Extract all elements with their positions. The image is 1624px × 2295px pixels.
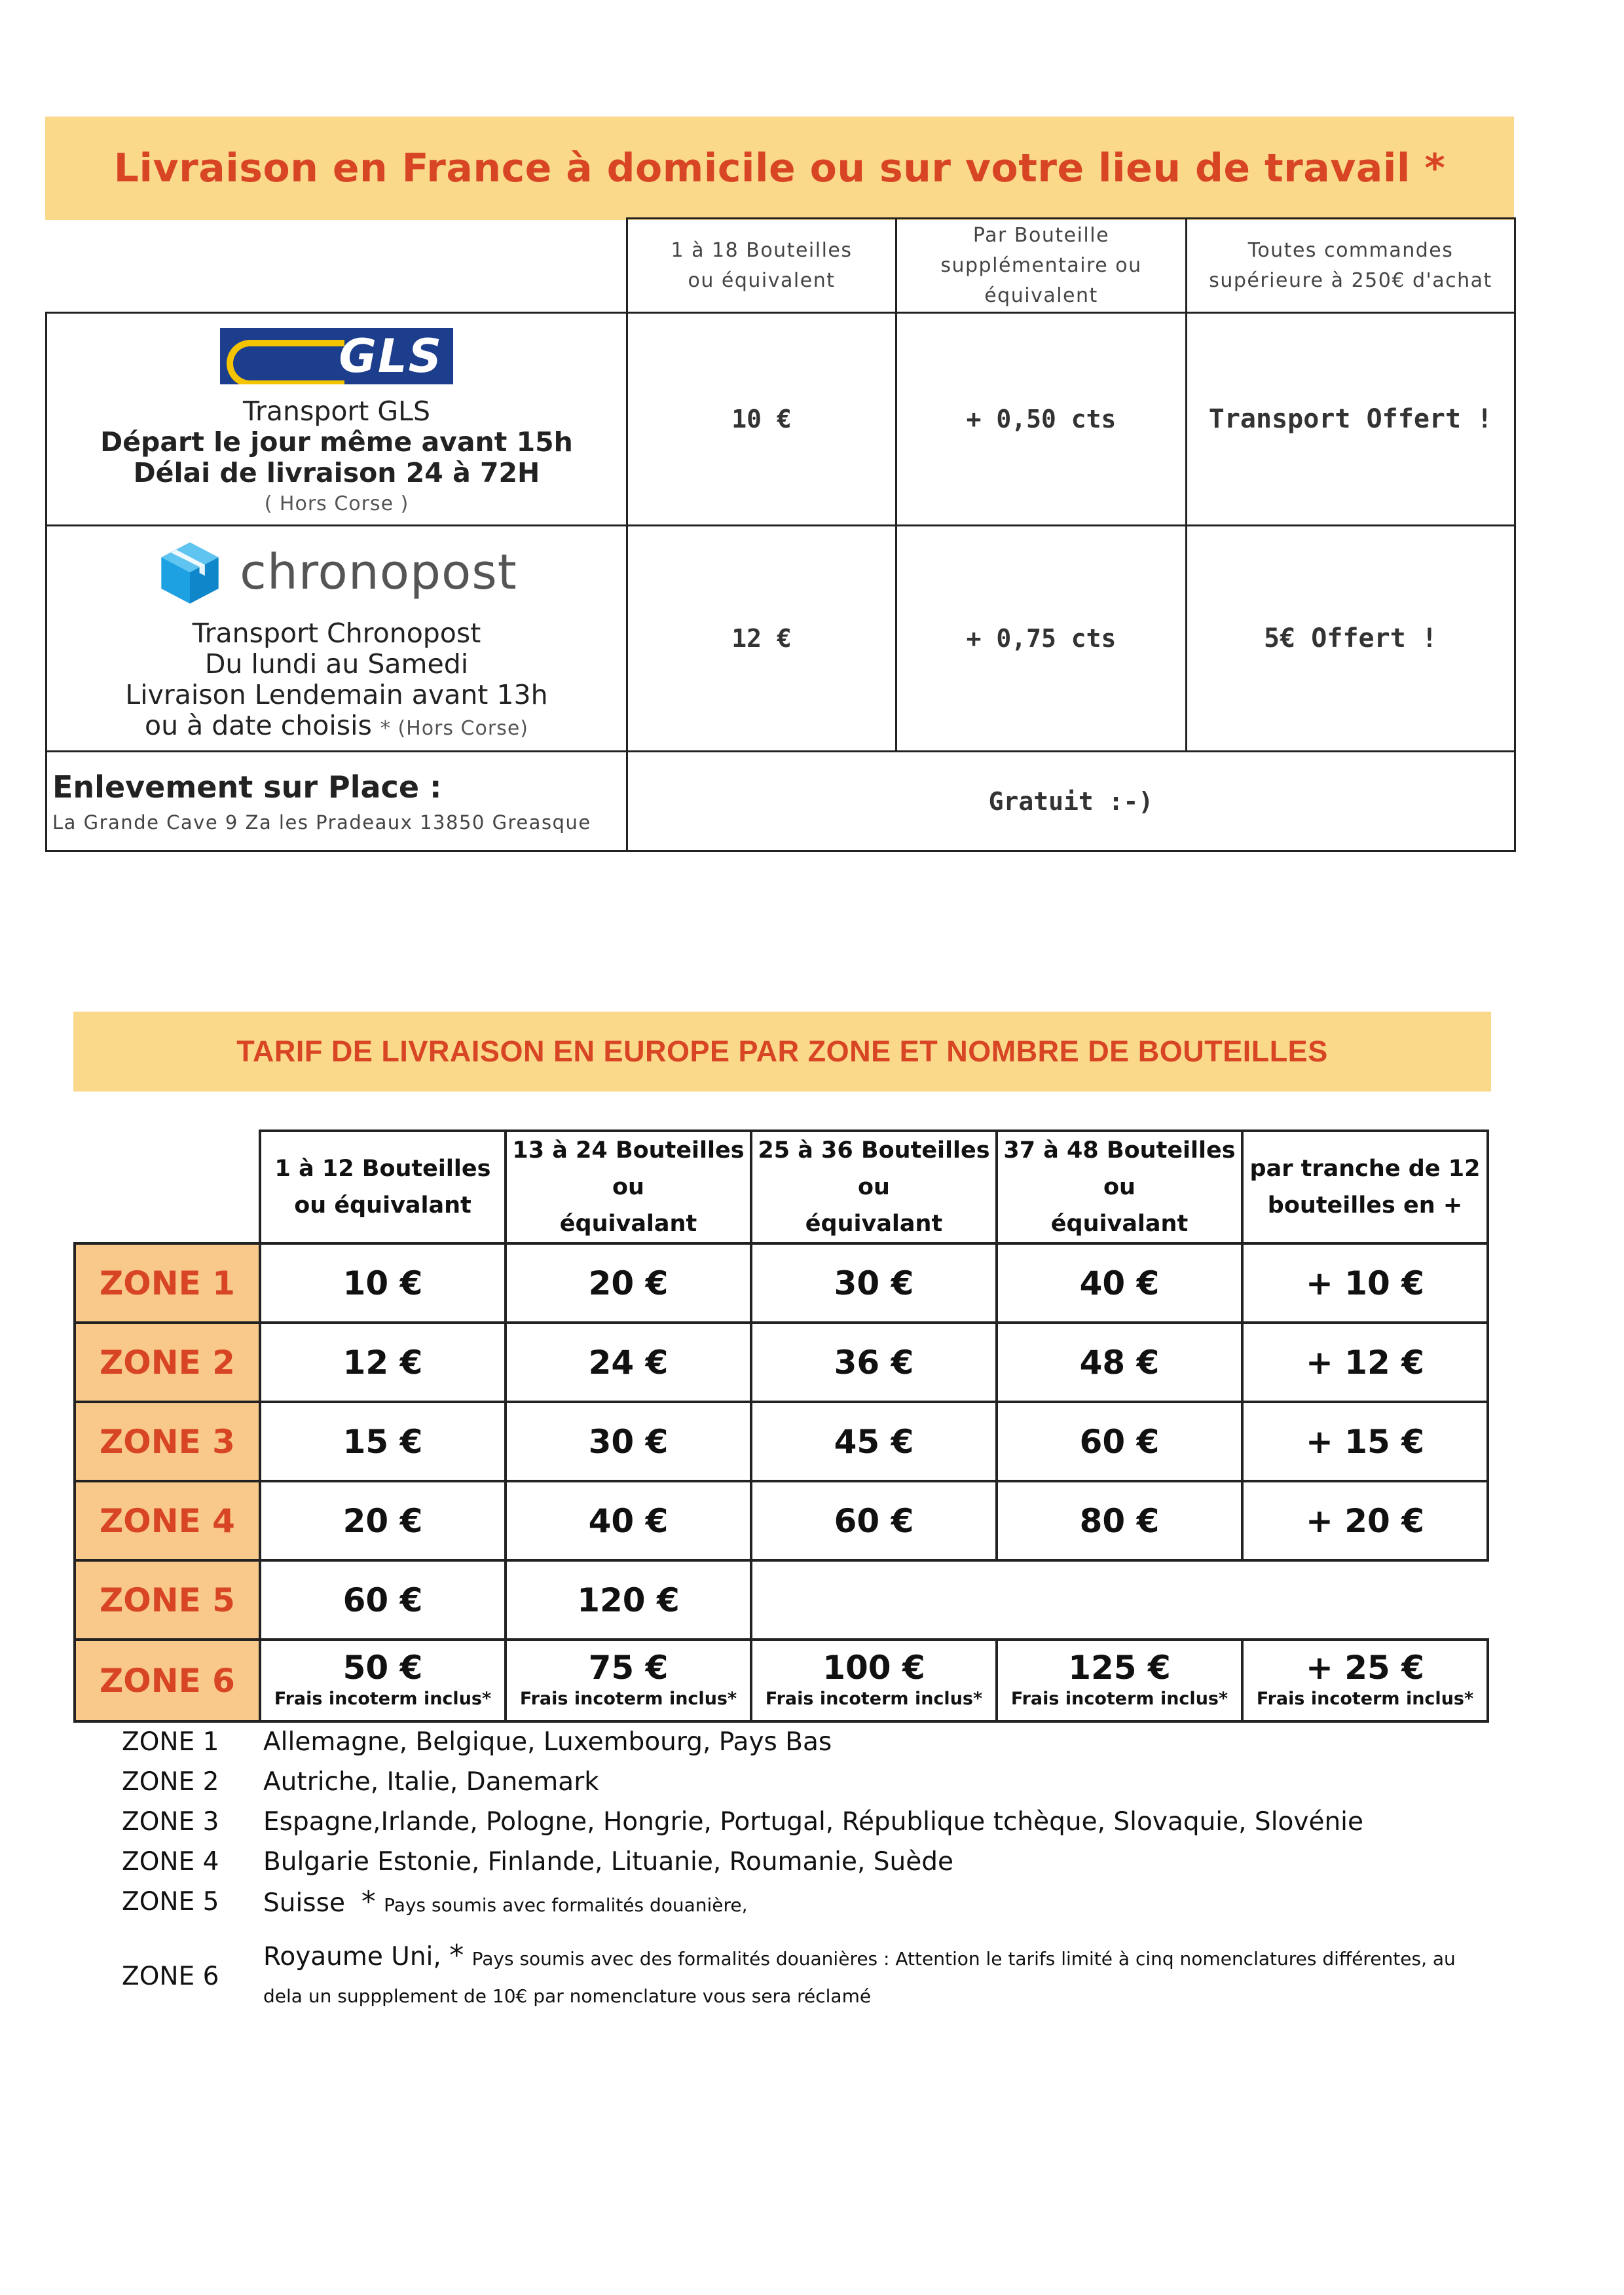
zone-3-price-3: 45 € <box>751 1402 997 1481</box>
list-item: ZONE 3 Espagne,Irlande, Pologne, Hongrie, Portugal, République tchèque, Slovaquie, Slovénie <box>122 1807 1364 1837</box>
list-item: ZONE 5 Suisse * Pays soumis avec formalités douanière, <box>122 1885 748 1919</box>
zone-4-label: ZONE 4 <box>75 1481 260 1560</box>
zone-6-price-extra: + 25 € Frais incoterm inclus* <box>1242 1640 1488 1721</box>
gls-price-cell: 10 € <box>627 313 896 526</box>
zone-4-price-4: 80 € <box>997 1481 1242 1560</box>
list-item: ZONE 1 Allemagne, Belgique, Luxembourg, Pays Bas <box>122 1727 832 1757</box>
zone-5-price-2: 120 € <box>506 1560 751 1640</box>
gls-line-1: Transport GLS <box>242 395 431 427</box>
zone-1-price-extra: + 10 € <box>1242 1243 1488 1323</box>
zone-1-price-3: 30 € <box>751 1243 997 1323</box>
gls-carrier-cell <box>46 313 627 526</box>
zone-country-list <box>122 1722 1497 2014</box>
zone-3-label: ZONE 3 <box>75 1402 260 1481</box>
gls-line-4: ( Hors Corse ) <box>264 492 409 515</box>
eu-header-col-1: 1 à 12 Bouteilles ou équivalant <box>260 1131 506 1243</box>
gls-swoosh-icon <box>227 340 344 384</box>
chrono-offer-cell: 5€ Offert ! <box>1187 526 1515 752</box>
zone-6-price-3: 100 € Frais incoterm inclus* <box>751 1640 997 1721</box>
chronopost-logo: chronopost <box>156 538 517 606</box>
chrono-line-3: Livraison Lendemain avant 13h <box>125 679 548 710</box>
pickup-title: Enlevement sur Place : <box>52 769 442 805</box>
pickup-price-cell: Gratuit :-) <box>627 752 1515 851</box>
pickup-cell <box>46 752 627 851</box>
zone-2-label: ZONE 2 <box>75 1323 260 1402</box>
europe-title-banner <box>73 1012 1491 1092</box>
eu-header-col-3: 25 à 36 Bouteilles ou équivalant <box>751 1131 997 1243</box>
zone-4-price-extra: + 20 € <box>1242 1481 1488 1560</box>
europe-title: TARIF DE LIVRAISON EN EUROPE PAR ZONE ET NOMBRE DE BOUTEILLES <box>236 1035 1328 1068</box>
pickup-address: La Grande Cave 9 Za les Pradeaux 13850 Greasque <box>52 811 591 834</box>
zone-2-price-extra: + 12 € <box>1242 1323 1488 1402</box>
table-row-zone-1 <box>75 1243 1488 1323</box>
table-row-zone-3 <box>75 1402 1488 1481</box>
eu-header-col-5: par tranche de 12 bouteilles en + <box>1242 1131 1488 1243</box>
table-row-zone-5 <box>75 1560 1488 1640</box>
chrono-carrier-cell <box>46 526 627 752</box>
eu-header-col-4: 37 à 48 Bouteilles ou équivalant <box>997 1131 1242 1243</box>
zone-2-price-4: 48 € <box>997 1323 1242 1402</box>
table-row-zone-4 <box>75 1481 1488 1560</box>
chrono-extra-cell: + 0,75 cts <box>896 526 1187 752</box>
gls-offer-cell: Transport Offert ! <box>1187 313 1515 526</box>
zone-5-label: ZONE 5 <box>75 1560 260 1640</box>
header-col-1: 1 à 18 Bouteilles ou équivalent <box>627 219 896 313</box>
zone-2-price-2: 24 € <box>506 1323 751 1402</box>
zone-2-price-3: 36 € <box>751 1323 997 1402</box>
chrono-price-cell: 12 € <box>627 526 896 752</box>
gls-extra-cell: + 0,50 cts <box>896 313 1187 526</box>
chronopost-box-icon <box>156 538 224 606</box>
eu-header-col-2: 13 à 24 Bouteilles ou équivalant <box>506 1131 751 1243</box>
gls-line-2: Départ le jour même avant 15h <box>100 426 573 458</box>
zone-5-empty <box>751 1560 1488 1640</box>
chrono-line-1: Transport Chronopost <box>192 617 481 649</box>
list-item: ZONE 6 Royaume Uni, * Pays soumis avec des formalités douanières : Attention le tarifs limité à cinq nomenclatures différentes, au dela un suppplement de 10€ par nomenclature vous sera réclamé <box>122 1939 1456 2007</box>
france-title: Livraison en France à domicile ou sur votre lieu de travail * <box>113 145 1446 191</box>
header-blank <box>46 219 627 313</box>
chrono-line-4: ou à date choisis * (Hors Corse) <box>145 710 528 741</box>
gls-line-3: Délai de livraison 24 à 72H <box>133 457 540 488</box>
gls-logo: GLS <box>220 328 453 384</box>
zone-6-label: ZONE 6 <box>75 1640 260 1721</box>
list-item: ZONE 2 Autriche, Italie, Danemark <box>122 1767 599 1797</box>
list-item: ZONE 4 Bulgarie Estonie, Finlande, Lituanie, Roumanie, Suède <box>122 1847 954 1877</box>
zone-6-price-2: 75 € Frais incoterm inclus* <box>506 1640 751 1721</box>
chrono-line-2: Du lundi au Samedi <box>204 648 469 680</box>
zone-3-price-extra: + 15 € <box>1242 1402 1488 1481</box>
zone-1-label: ZONE 1 <box>75 1243 260 1323</box>
table-row-zone-2 <box>75 1323 1488 1402</box>
zone-3-price-2: 30 € <box>506 1402 751 1481</box>
zone-4-price-2: 40 € <box>506 1481 751 1560</box>
zone-1-price-2: 20 € <box>506 1243 751 1323</box>
zone-6-price-1: 50 € Frais incoterm inclus* <box>260 1640 506 1721</box>
zone-6-price-4: 125 € Frais incoterm inclus* <box>997 1640 1242 1721</box>
header-col-3: Toutes commandes supérieure à 250€ d'achat <box>1187 219 1515 313</box>
europe-tariff-table <box>73 1129 1489 1723</box>
zone-2-price-1: 12 € <box>260 1323 506 1402</box>
eu-header-blank <box>75 1131 260 1243</box>
zone-4-price-3: 60 € <box>751 1481 997 1560</box>
zone-3-price-1: 15 € <box>260 1402 506 1481</box>
zone-1-price-1: 10 € <box>260 1243 506 1323</box>
france-shipping-table <box>45 217 1516 852</box>
zone-1-price-4: 40 € <box>997 1243 1242 1323</box>
header-col-2: Par Bouteille supplémentaire ou équivalent <box>896 219 1187 313</box>
zone-3-price-4: 60 € <box>997 1402 1242 1481</box>
zone-4-price-1: 20 € <box>260 1481 506 1560</box>
zone-5-price-1: 60 € <box>260 1560 506 1640</box>
france-title-banner <box>45 117 1514 220</box>
table-row-zone-6 <box>75 1640 1488 1721</box>
